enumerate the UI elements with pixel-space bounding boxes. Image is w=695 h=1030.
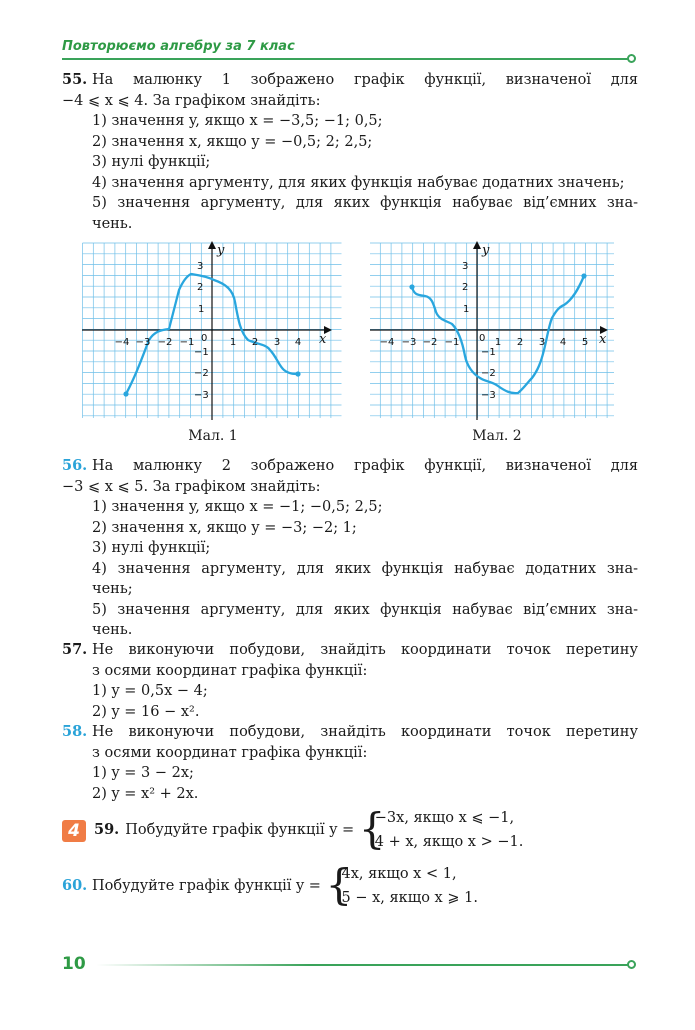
x-tick-label: −1 bbox=[444, 337, 460, 348]
task-intro-line2: з осями координат графіка функції: bbox=[92, 662, 368, 679]
task-number: 55. bbox=[62, 71, 88, 88]
origin-label: 0 bbox=[201, 333, 208, 344]
origin-label: 0 bbox=[479, 333, 486, 344]
header-rule bbox=[62, 58, 628, 60]
task-item: 3) нулі функції; bbox=[92, 540, 211, 556]
task-intro-line2: з осями координат графіка функції: bbox=[92, 744, 368, 761]
task-item-continuation: чень. bbox=[92, 622, 133, 638]
task-57 bbox=[62, 640, 638, 722]
task-text: Побудуйте графік функції y = bbox=[125, 821, 355, 838]
task-item: 1) y = 3 − 2x; bbox=[92, 765, 194, 781]
task-56 bbox=[62, 456, 638, 641]
x-tick-label: −4 bbox=[114, 337, 130, 348]
tick-labels bbox=[380, 243, 607, 401]
page-number: 10 bbox=[62, 954, 86, 974]
system-case: −3x, якщо x ⩽ −1, bbox=[374, 810, 515, 826]
running-header: Повторюємо алгебру за 7 клас bbox=[62, 39, 295, 54]
y-tick-label: −3 bbox=[481, 390, 496, 401]
task-item: 1) значення y, якщо x = −3,5; −1; 0,5; bbox=[92, 113, 383, 129]
task-intro-line1: На малюнку 2 зображено графік функції, визначеної для bbox=[92, 458, 638, 474]
task-intro-line2: −3 ⩽ x ⩽ 5. За графіком знайдіть: bbox=[62, 478, 321, 495]
task-item-continuation: чень. bbox=[92, 215, 133, 232]
task-59 bbox=[94, 806, 634, 854]
difficulty-badge: 4 bbox=[62, 820, 86, 842]
function-curve bbox=[412, 276, 584, 393]
brace-icon: { bbox=[325, 860, 353, 909]
piecewise-system bbox=[326, 862, 478, 910]
task-number: 60. bbox=[62, 877, 88, 894]
y-tick-label: 1 bbox=[463, 304, 470, 315]
task-intro-line2: −4 ⩽ x ⩽ 4. За графіком знайдіть: bbox=[62, 92, 321, 109]
task-intro-line1: На малюнку 1 зображено графік функції, визначеної для bbox=[92, 72, 638, 88]
x-tick-label: −3 bbox=[401, 337, 417, 348]
endpoint bbox=[295, 371, 300, 376]
task-intro-line1: Не виконуючи побудови, знайдіть координати точок перетину bbox=[92, 724, 638, 740]
task-number: 56. bbox=[62, 457, 88, 474]
system-case: 4x, якщо x < 1, bbox=[341, 866, 457, 882]
task-58 bbox=[62, 722, 638, 804]
x-tick-label: 3 bbox=[273, 337, 281, 348]
x-tick-label: −2 bbox=[157, 337, 173, 348]
task-item: 3) нулі функції; bbox=[92, 154, 211, 170]
figure-2-caption: Мал. 2 bbox=[472, 428, 522, 444]
x-tick-label: 1 bbox=[494, 337, 502, 348]
x-tick-label: 4 bbox=[294, 337, 302, 348]
footer-rule bbox=[96, 964, 628, 966]
footer-rule-end-dot bbox=[627, 960, 636, 969]
y-tick-label: 1 bbox=[198, 304, 205, 315]
task-item: 1) y = 0,5x − 4; bbox=[92, 683, 208, 699]
task-item: 2) y = 16 − x². bbox=[92, 703, 200, 720]
brace-icon: { bbox=[358, 804, 386, 853]
figure-1-graph bbox=[82, 240, 342, 420]
x-axis bbox=[370, 326, 608, 334]
endpoint bbox=[409, 284, 414, 289]
task-60 bbox=[62, 862, 638, 910]
y-tick-label: −3 bbox=[194, 390, 209, 401]
task-number: 58. bbox=[62, 723, 88, 740]
y-tick-label: 3 bbox=[197, 261, 204, 272]
y-tick-label: 2 bbox=[462, 282, 469, 293]
task-item: 4) значення аргументу, для яких функція набуває додатних зна- bbox=[92, 560, 638, 577]
task-item: 5) значення аргументу, для яких функція набуває від’ємних зна- bbox=[92, 195, 638, 211]
y-tick-label: −1 bbox=[194, 347, 209, 358]
task-intro-line1: Не виконуючи побудови, знайдіть координати точок перетину bbox=[92, 642, 638, 658]
task-item: 2) значення x, якщо y = −0,5; 2; 2,5; bbox=[92, 133, 373, 150]
y-tick-label: −2 bbox=[481, 368, 496, 379]
axis-label-y: y bbox=[482, 243, 490, 258]
tick-labels bbox=[115, 243, 327, 401]
axis-label-x: x bbox=[599, 332, 607, 347]
x-tick-label: −2 bbox=[422, 337, 438, 348]
x-tick-label: 2 bbox=[516, 337, 524, 348]
y-tick-label: 2 bbox=[197, 282, 204, 293]
x-tick-label: −3 bbox=[135, 337, 151, 348]
task-item: 5) значення аргументу, для яких функція набуває від’ємних зна- bbox=[92, 601, 638, 618]
system-case: 5 − x, якщо x ⩾ 1. bbox=[341, 890, 478, 906]
task-55 bbox=[62, 70, 638, 234]
x-tick-label: 2 bbox=[251, 337, 259, 348]
task-item: 1) значення y, якщо x = −1; −0,5; 2,5; bbox=[92, 499, 383, 515]
x-tick-label: 4 bbox=[559, 337, 567, 348]
axis-label-y: y bbox=[217, 243, 225, 258]
task-item: 2) y = x² + 2x. bbox=[92, 785, 199, 802]
x-tick-label: −1 bbox=[179, 337, 195, 348]
header-rule-end-dot bbox=[627, 54, 636, 63]
y-tick-label: −1 bbox=[481, 347, 496, 358]
task-text: Побудуйте графік функції y = bbox=[92, 877, 321, 894]
endpoint bbox=[581, 273, 586, 278]
x-tick-label: 5 bbox=[581, 337, 589, 348]
y-tick-label: −2 bbox=[194, 368, 209, 379]
x-tick-label: −4 bbox=[379, 337, 395, 348]
task-number: 57. bbox=[62, 641, 88, 658]
endpoint bbox=[123, 391, 128, 396]
task-item-continuation: чень; bbox=[92, 581, 133, 597]
figure-2-graph bbox=[370, 240, 616, 420]
x-tick-label: 3 bbox=[538, 337, 546, 348]
system-case: 4 + x, якщо x > −1. bbox=[374, 834, 524, 850]
y-tick-label: 3 bbox=[462, 261, 469, 272]
axis-label-x: x bbox=[319, 332, 327, 347]
x-tick-label: 1 bbox=[229, 337, 237, 348]
figure-1-caption: Мал. 1 bbox=[188, 428, 238, 444]
task-number: 59. bbox=[94, 821, 120, 838]
task-item: 4) значення аргументу, для яких функція набуває додатних значень; bbox=[92, 174, 625, 191]
piecewise-system bbox=[359, 806, 524, 854]
task-item: 2) значення x, якщо y = −3; −2; 1; bbox=[92, 519, 357, 536]
